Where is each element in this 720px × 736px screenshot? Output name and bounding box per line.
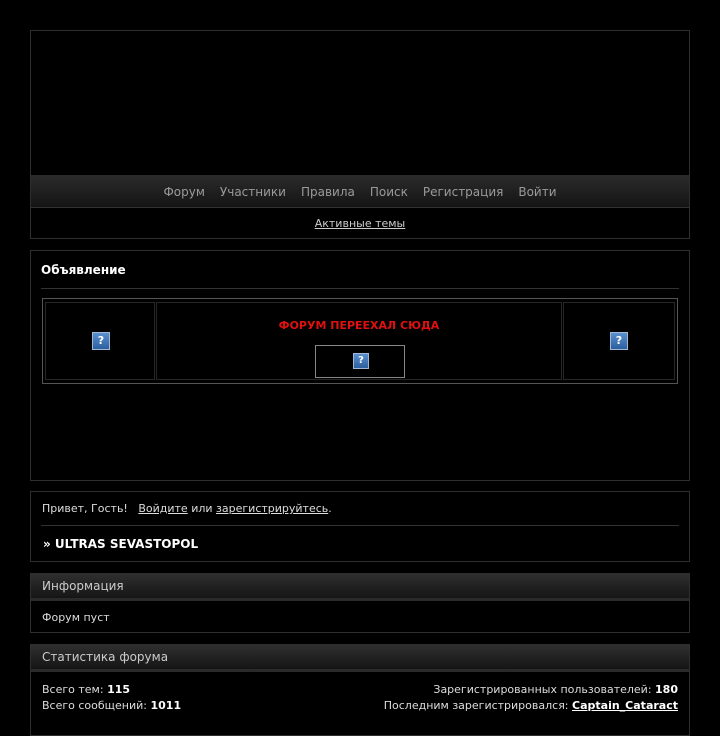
welcome-panel xyxy=(30,491,690,562)
stat-posts-label: Всего сообщений: xyxy=(42,699,147,712)
header-banner xyxy=(31,31,689,175)
divider xyxy=(41,525,679,526)
greeting-line xyxy=(42,502,332,515)
or-text: или xyxy=(191,502,213,515)
announcement-cell-right xyxy=(563,302,675,380)
register-link[interactable]: зарегистрируйтесь xyxy=(216,502,329,515)
announcement-cell-left xyxy=(45,302,155,380)
forum-moved-text: ФОРУМ ПЕРЕЕХАЛ СЮДА xyxy=(278,319,440,332)
broken-image-icon: ? xyxy=(353,353,369,369)
main-navbar xyxy=(31,175,689,208)
forum-header xyxy=(30,30,690,239)
stat-last-label: Последним зарегистрировался: xyxy=(383,699,569,712)
stat-topics xyxy=(42,683,130,696)
announcement-cell-center xyxy=(156,302,562,380)
announcement-title: Объявление xyxy=(41,263,126,277)
info-title: Информация xyxy=(31,574,689,601)
sub-navbar xyxy=(31,208,689,238)
greeting-text: Привет, Гость! xyxy=(42,502,128,515)
stats-title: Статистика форума xyxy=(31,645,689,672)
divider xyxy=(41,288,679,289)
stat-last-registered xyxy=(384,699,678,712)
broken-image-icon: ? xyxy=(92,332,110,350)
info-panel xyxy=(30,573,690,633)
last-user-link[interactable]: Captain_Cataract xyxy=(572,699,678,712)
stat-topics-label: Всего тем: xyxy=(42,683,104,696)
stat-topics-value: 115 xyxy=(107,683,131,696)
nav-search[interactable]: Поиск xyxy=(369,184,408,199)
info-text: Форум пуст xyxy=(42,611,110,624)
stat-users xyxy=(433,683,678,696)
login-link[interactable]: Войдите xyxy=(138,502,188,515)
stat-posts-value: 1011 xyxy=(150,699,182,712)
nav-rules[interactable]: Правила xyxy=(300,184,355,199)
breadcrumb[interactable]: » ULTRAS SEVASTOPOL xyxy=(43,537,199,551)
stats-panel xyxy=(30,644,690,736)
stat-posts xyxy=(42,699,181,712)
forum-moved-link[interactable] xyxy=(315,345,405,378)
nav-login[interactable]: Войти xyxy=(518,184,557,199)
nav-register[interactable]: Регистрация xyxy=(422,184,504,199)
announcement-table xyxy=(42,298,678,384)
nav-members[interactable]: Участники xyxy=(219,184,286,199)
stat-users-label: Зарегистрированных пользователей: xyxy=(433,683,652,696)
announcement-panel xyxy=(30,250,690,481)
stat-users-value: 180 xyxy=(655,683,678,696)
nav-forum[interactable]: Форум xyxy=(163,184,205,199)
active-topics-link[interactable]: Активные темы xyxy=(314,216,406,230)
period-text: . xyxy=(328,502,332,515)
broken-image-icon: ? xyxy=(610,332,628,350)
